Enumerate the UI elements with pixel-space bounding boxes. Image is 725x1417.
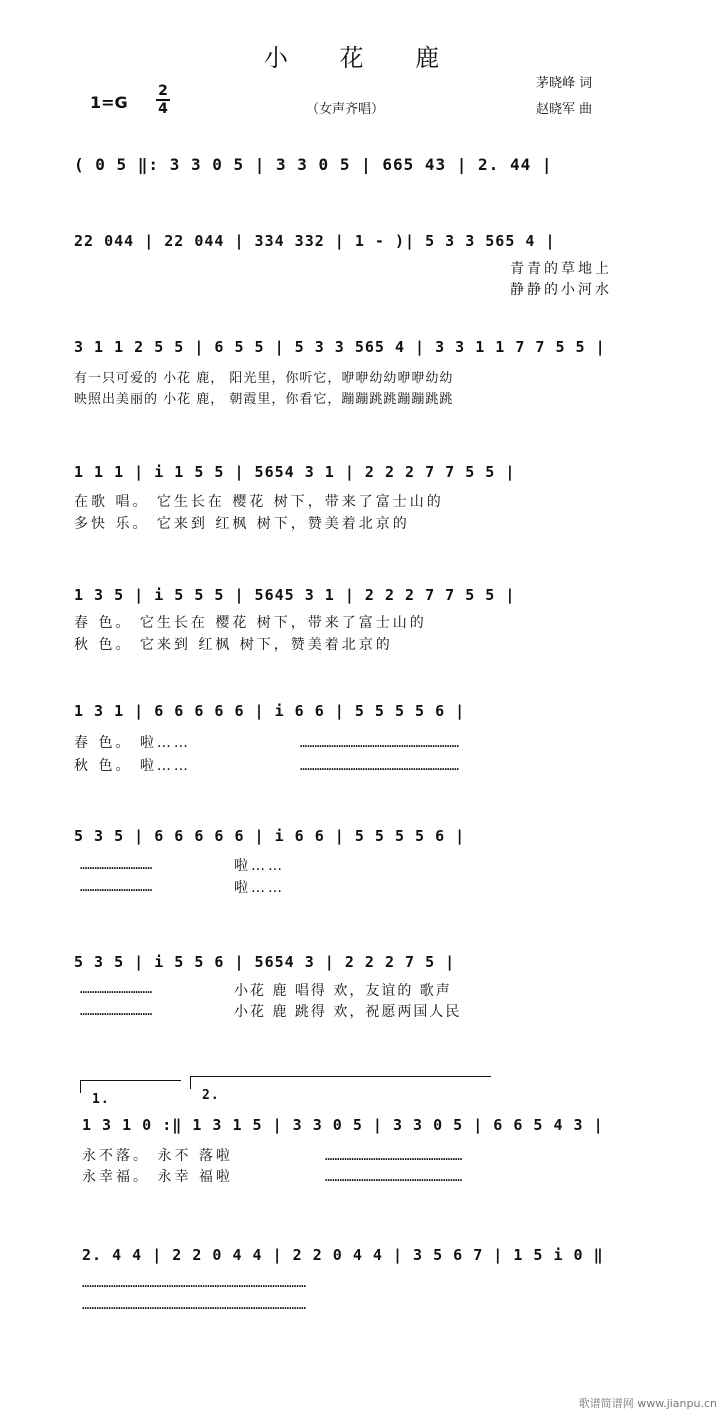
lyric-row-6-verse-1: 春 色。 啦…… <box>74 735 191 751</box>
lyric-row-9-verse-2: 永幸福。 永幸 福啦 <box>82 1169 233 1185</box>
time-signature <box>156 84 170 116</box>
performance-note: （女声齐唱） <box>306 102 385 117</box>
continuation-dots: ………………………… <box>80 1004 153 1018</box>
notation-row-5: 1 3 5 | i 5 5 5 | 5645 3 1 | 2 2 2 7 7 5 5 | <box>74 586 516 604</box>
continuation-dots: ………………………………………………… <box>325 1170 463 1184</box>
continuation-dots: ………………………… <box>80 858 153 872</box>
notation-row-3: 3 1 1 2 5 5 | 6 5 5 | 5 3 3 565 4 | 3 3 1 1 7 7 5 5 | <box>74 338 606 356</box>
lyric-row-2-verse-1: 青青的草地上 <box>510 261 612 277</box>
notation-row-1: ( 0 5 ‖: 3 3 0 5 | 3 3 0 5 | 665 43 | 2. 44 | <box>74 155 553 174</box>
key-signature: 1=G <box>90 93 128 112</box>
lyric-row-5-verse-2: 秋 色。 它来到 红枫 树下，赞美着北京的 <box>74 637 393 653</box>
lyric-row-8-verse-1: 小花 鹿 唱得 欢，友谊的 歌声 <box>234 983 452 999</box>
composer-credit: 赵晓军 曲 <box>536 102 593 117</box>
notation-row-7: 5 3 5 | 6 6 6 6 6 | i 6 6 | 5 5 5 5 6 | <box>74 827 466 845</box>
lyric-row-9-verse-1: 永不落。 永不 落啦 <box>82 1148 233 1164</box>
lyric-row-2-verse-2: 静静的小河水 <box>510 282 612 298</box>
continuation-dots: ………………………………………………… <box>325 1149 463 1163</box>
notation-row-4: 1 1 1 | i 1 5 5 | 5654 3 1 | 2 2 2 7 7 5 5 | <box>74 463 516 481</box>
time-bottom: 4 <box>158 100 168 117</box>
continuation-dots: ………………………………………………………………………………… <box>82 1298 306 1312</box>
continuation-dots: ………………………………………………………… <box>300 736 459 750</box>
volta-2-label: 2. <box>202 1088 220 1103</box>
lyric-row-7-verse-1: 啦…… <box>234 858 285 874</box>
song-title: 小 花 鹿 <box>263 44 462 72</box>
lyric-row-7-verse-2: 啦…… <box>234 880 285 896</box>
notation-row-9: 1 3 1 0 :‖ 1 3 1 5 | 3 3 0 5 | 3 3 0 5 | 6 6 5 4 3 | <box>82 1116 604 1134</box>
lyric-row-6-verse-2: 秋 色。 啦…… <box>74 758 191 774</box>
continuation-dots: ………………………………………………………… <box>300 759 459 773</box>
notation-row-2: 22 044 | 22 044 | 334 332 | 1 - )| 5 3 3 565 4 | <box>74 232 556 250</box>
lyric-row-3-verse-1: 有一只可爱的 小花 鹿， 阳光里，你听它，咿咿幼幼咿咿幼幼 <box>74 371 454 386</box>
volta-2-bracket <box>190 1076 491 1089</box>
lyric-row-4-verse-1: 在歌 唱。 它生长在 樱花 树下，带来了富士山的 <box>74 494 444 510</box>
notation-row-10: 2. 4 4 | 2 2 0 4 4 | 2 2 0 4 4 | 3 5 6 7 | 1 5 i 0 ‖ <box>82 1246 604 1264</box>
volta-1-label: 1. <box>92 1092 110 1107</box>
lyric-row-8-verse-2: 小花 鹿 跳得 欢，祝愿两国人民 <box>234 1004 462 1020</box>
lyric-row-4-verse-2: 多快 乐。 它来到 红枫 树下，赞美着北京的 <box>74 516 410 532</box>
lyricist-credit: 茅晓峰 词 <box>536 76 593 91</box>
continuation-dots: ………………………… <box>80 880 153 894</box>
watermark: 歌谱简谱网 www.jianpu.cn <box>578 1397 717 1410</box>
notation-row-6: 1 3 1 | 6 6 6 6 6 | i 6 6 | 5 5 5 5 6 | <box>74 702 466 720</box>
time-top: 2 <box>158 83 168 99</box>
continuation-dots: ………………………………………………………………………………… <box>82 1276 306 1290</box>
continuation-dots: ………………………… <box>80 982 153 996</box>
lyric-row-5-verse-1: 春 色。 它生长在 樱花 树下，带来了富士山的 <box>74 615 427 631</box>
notation-row-8: 5 3 5 | i 5 5 6 | 5654 3 | 2 2 2 7 5 | <box>74 953 456 971</box>
lyric-row-3-verse-2: 映照出美丽的 小花 鹿， 朝霞里，你看它，蹦蹦跳跳蹦蹦跳跳 <box>74 392 454 407</box>
